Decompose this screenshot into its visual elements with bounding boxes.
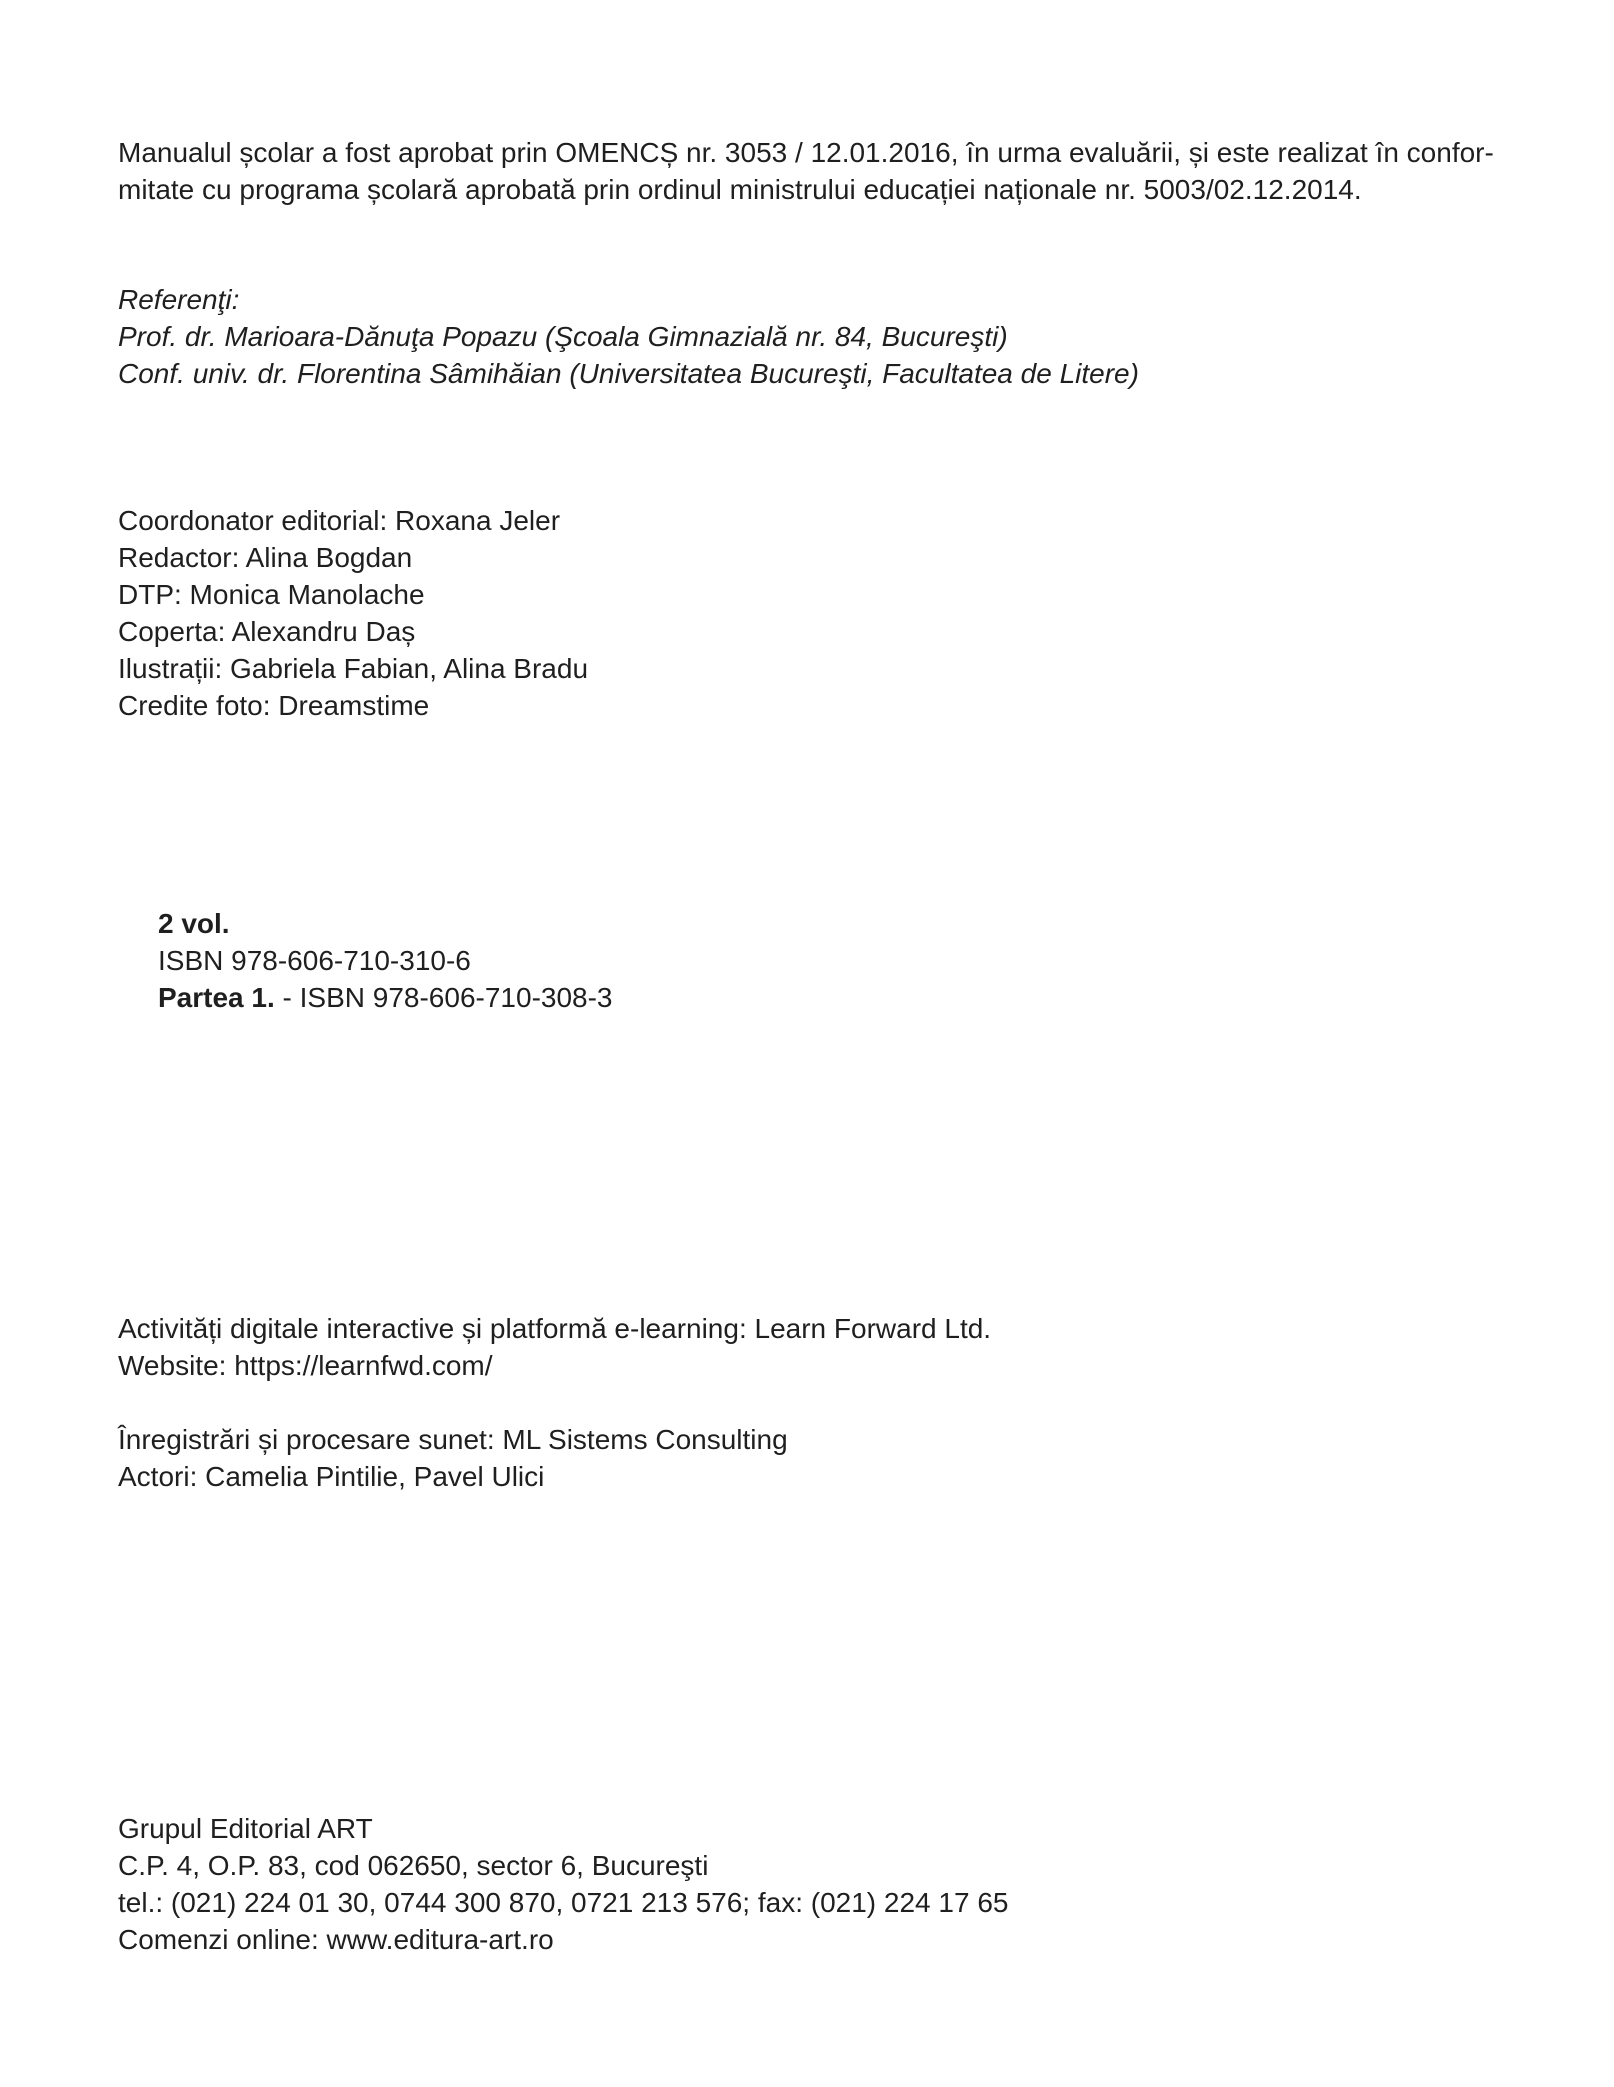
credits-section: [118, 502, 1538, 724]
approval-statement: [118, 134, 1538, 208]
publisher-address: C.P. 4, O.P. 83, cod 062650, sector 6, Bucureşti: [118, 1850, 709, 1881]
referees-heading: Referenţi:: [118, 284, 240, 315]
approval-line-2: mitate cu programa școlară aprobată prin ordinul ministrului educației naționale nr. 5003/02.12.2014.: [118, 174, 1362, 205]
actors-credit: Actori: Camelia Pintilie, Pavel Ulici: [118, 1461, 545, 1492]
digital-activities-section: [118, 1310, 1538, 1384]
digital-platform-credit: Activități digitale interactive și platformă e-learning: Learn Forward Ltd.: [118, 1313, 992, 1344]
isbn-part-line: [158, 979, 1578, 1016]
approval-line-1: Manualul școlar a fost aprobat prin OMENCȘ nr. 3053 / 12.01.2016, în urma evaluării, și este realizat în confor-: [118, 137, 1494, 168]
credit-dtp: DTP: Monica Manolache: [118, 579, 425, 610]
referee-item: Conf. univ. dr. Florentina Sâmihăian (Universitatea Bucureşti, Facultatea de Litere): [118, 358, 1139, 389]
publisher-section: [118, 1810, 1538, 1958]
volume-count: 2 vol.: [158, 908, 230, 939]
isbn-part-value: - ISBN 978-606-710-308-3: [274, 982, 613, 1013]
referee-item: Prof. dr. Marioara-Dănuţa Popazu (Şcoala Gimnazială nr. 84, Bucureşti): [118, 321, 1008, 352]
isbn-part-label: Partea 1.: [158, 982, 275, 1013]
website-line: Website: https://learnfwd.com/: [118, 1350, 493, 1381]
credit-editorial-coordinator: Coordonator editorial: Roxana Jeler: [118, 505, 561, 536]
credit-photo: Credite foto: Dreamstime: [118, 690, 430, 721]
isbn-section: [158, 905, 1578, 1016]
publisher-phone: tel.: (021) 224 01 30, 0744 300 870, 0721 213 576; fax: (021) 224 17 65: [118, 1887, 1009, 1918]
credit-illustrations: Ilustrații: Gabriela Fabian, Alina Bradu: [118, 653, 589, 684]
isbn-main: ISBN 978-606-710-310-6: [158, 945, 471, 976]
credit-cover: Coperta: Alexandru Daș: [118, 616, 416, 647]
publisher-name: Grupul Editorial ART: [118, 1813, 373, 1844]
audio-section: [118, 1421, 1538, 1495]
referees-section: [118, 281, 1538, 392]
credit-editor: Redactor: Alina Bogdan: [118, 542, 413, 573]
publisher-online-orders: Comenzi online: www.editura-art.ro: [118, 1924, 554, 1955]
audio-recordings-credit: Înregistrări și procesare sunet: ML Sistems Consulting: [118, 1424, 788, 1455]
